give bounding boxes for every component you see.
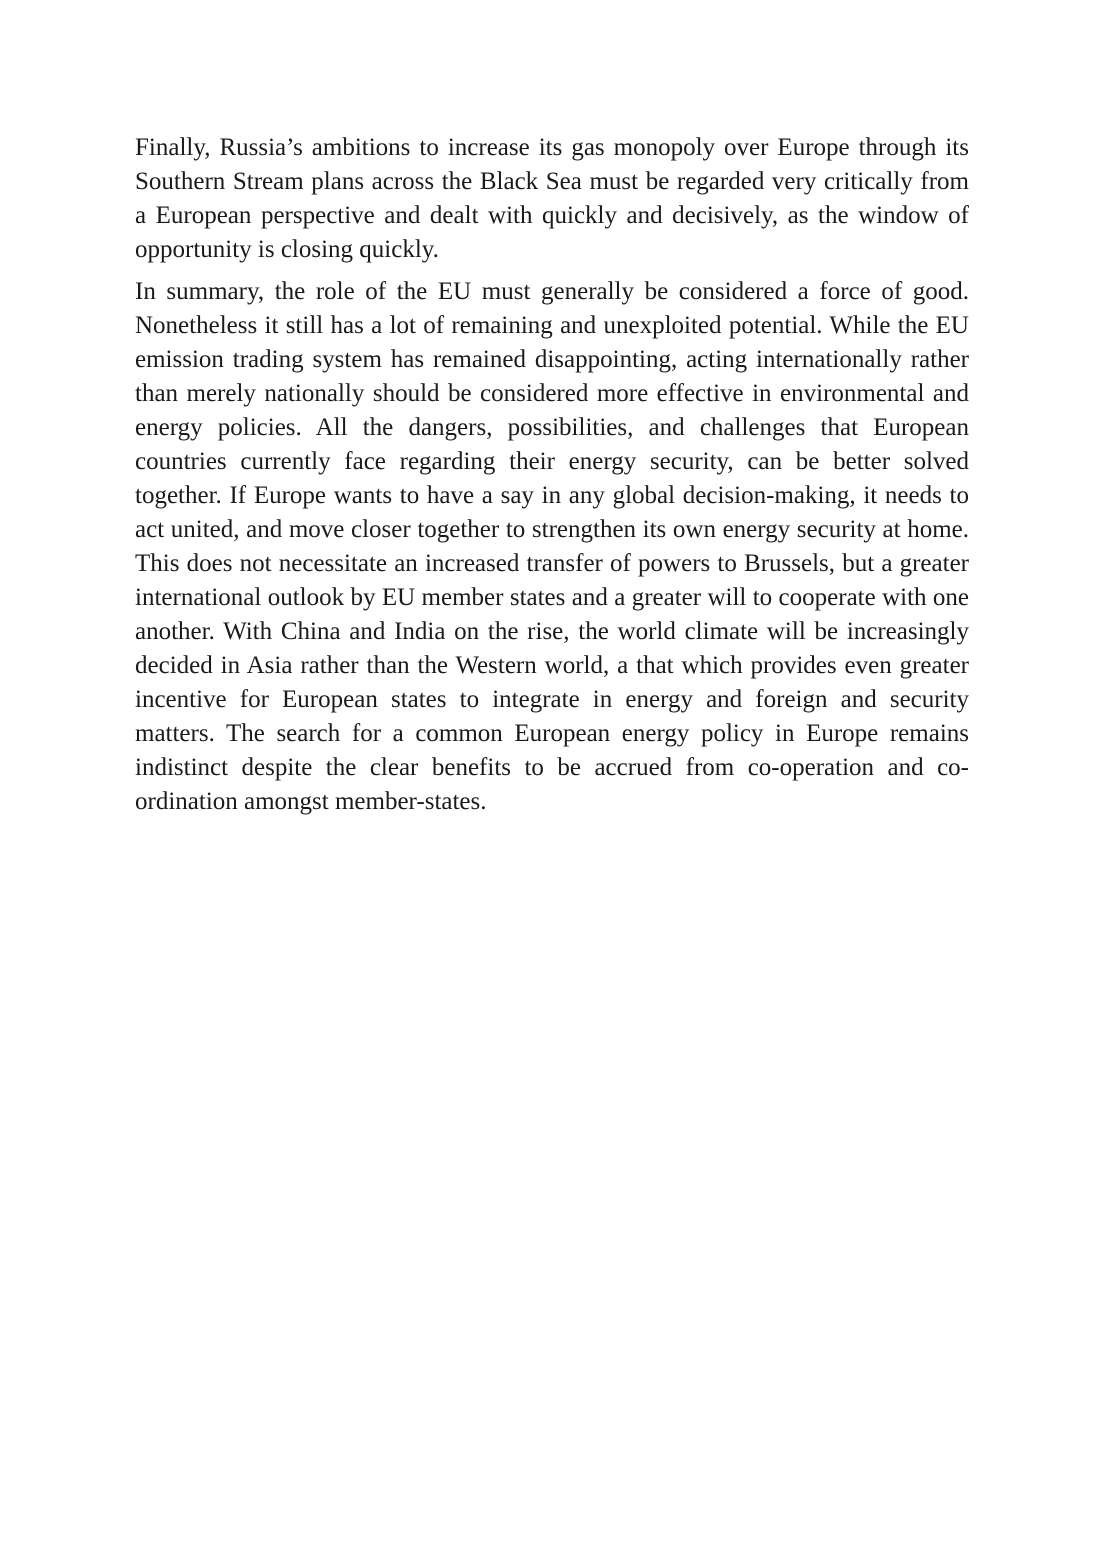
paragraph-russia-gas: Finally, Russia’s ambitions to increase its gas monopoly over Europe through its Southern Stream plans across the Black Sea must be regarded very critically from a European perspective and dealt with quickly and decisively, as the window of opportunity is closing quickly. xyxy=(135,134,969,263)
paragraph-summary: In summary, the role of the EU must generally be considered a force of good. Nonetheless it still has a lot of remaining and unexploited potential. While the EU emission trading system has remained disappointing, acting internationally rather than merely nationally should be considered more effective in environmental and energy policies. All the dangers, possibilities, and challenges that European countries currently face regarding their energy security, can be better solved together. If Europe wants to have a say in any global decision-making, it needs to act united, and move closer together to strengthen its own energy security at home. This does not necessitate an increased transfer of powers to Brussels, but a greater international outlook by EU member states and a greater will to cooperate with one another. With China and India on the rise, the world climate will be increasingly decided in Asia rather than the Western world, a that which provides even greater incentive for European states to integrate in energy and foreign and security matters. The search for a common European energy policy in Europe remains indistinct despite the clear benefits to be accrued from co-operation and co-ordination amongst member-states. xyxy=(135,278,969,815)
body-text xyxy=(135,131,969,827)
